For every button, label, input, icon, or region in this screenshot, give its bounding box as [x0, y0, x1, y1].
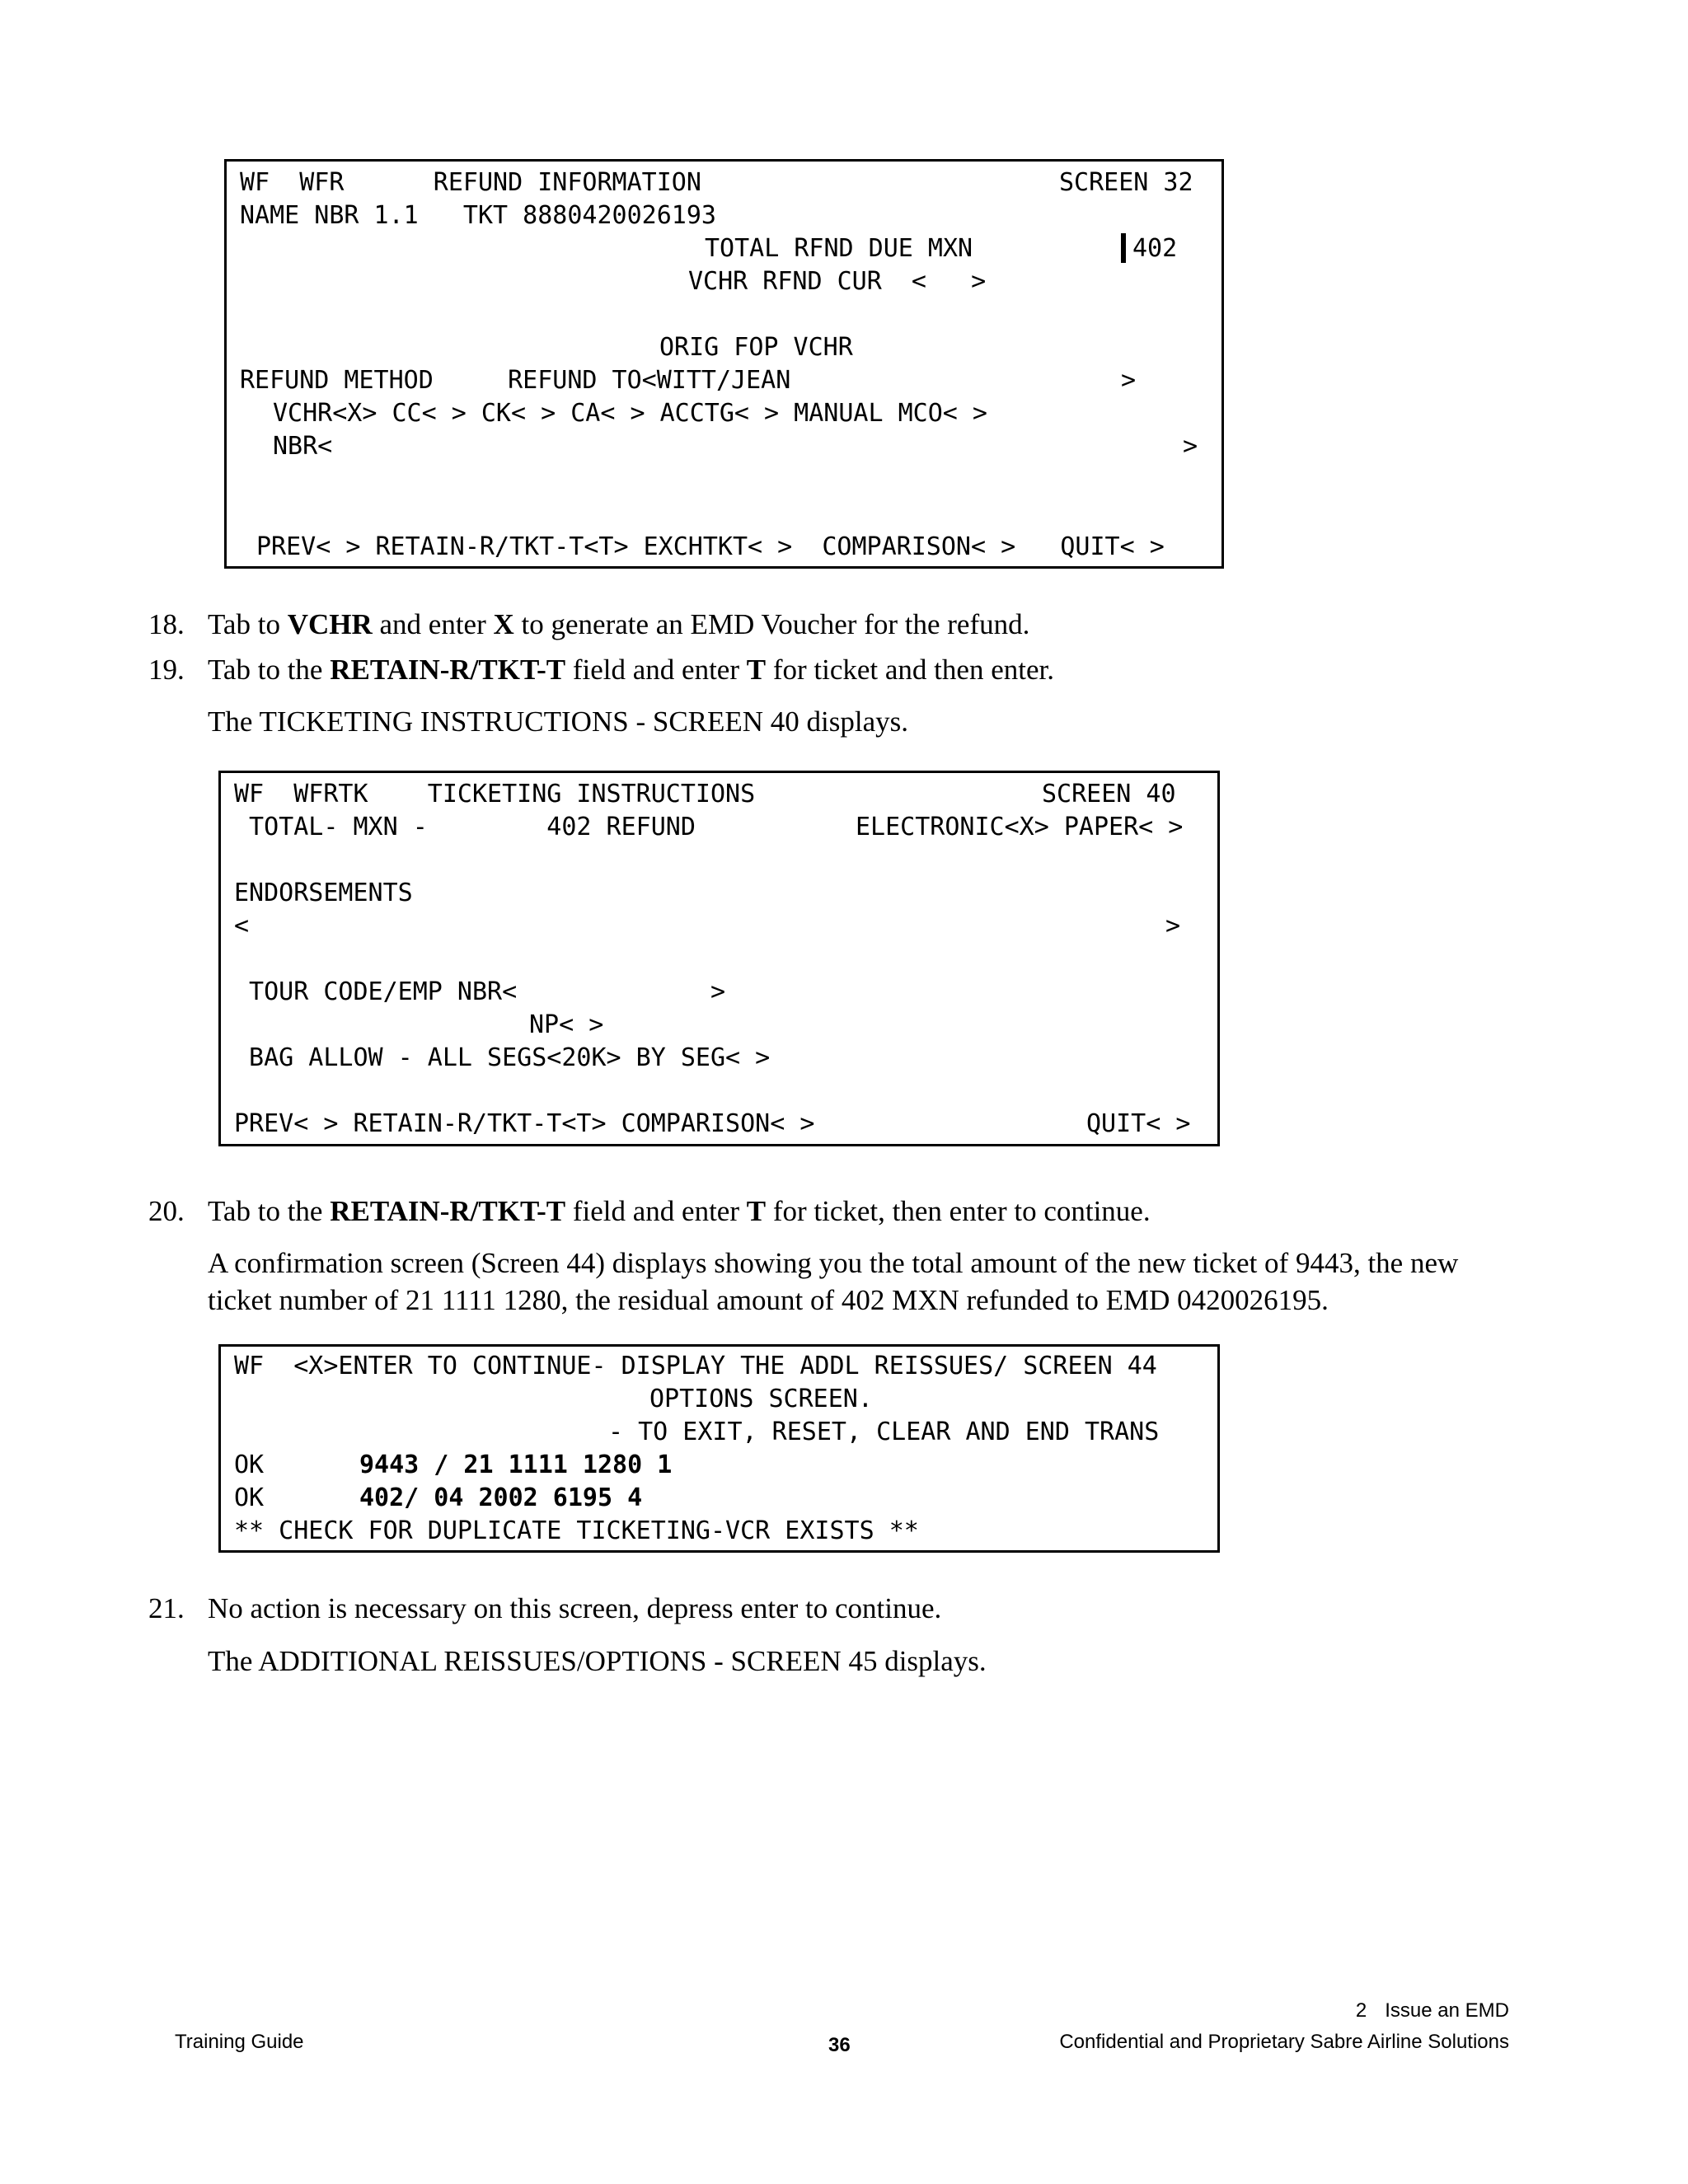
name-ticket-line: NAME NBR 1.1 TKT 8880420026193 [240, 201, 716, 230]
quit-field[interactable]: QUIT< > [1086, 1109, 1191, 1138]
refund-to-close: > [1121, 366, 1137, 395]
text-cursor [1121, 233, 1126, 263]
endorsements-field-close: > [1165, 912, 1181, 940]
screen-title: WF WFR REFUND INFORMATION [240, 168, 701, 197]
step-18-number: 18. [148, 608, 185, 640]
step-19-number: 19. [148, 654, 185, 686]
total-refund-label: TOTAL RFND DUE MXN [705, 234, 973, 263]
ok-label-2: OK [234, 1483, 265, 1512]
step-20-text: Tab to the RETAIN-R/TKT-T field and enter T for ticket, then enter to continue. [208, 1195, 1151, 1227]
step-20-note-line2: ticket number of 21 1111 1280, the residual amount of 402 MXN refunded to EMD 0420026195. [208, 1284, 1329, 1316]
orig-fop-label: ORIG FOP VCHR [659, 333, 853, 362]
bag-allowance-field[interactable]: BAG ALLOW - ALL SEGS<20K> BY SEG< > [234, 1043, 771, 1072]
ok-label-1: OK [234, 1451, 265, 1479]
endorsements-label: ENDORSEMENTS [234, 879, 413, 907]
screen-number: SCREEN 40 [1042, 780, 1176, 808]
screen-40-ticketing-instructions [218, 771, 1220, 1146]
total-refund-field[interactable]: 402 [1121, 232, 1177, 265]
tour-code-field[interactable]: TOUR CODE/EMP NBR< > [234, 977, 726, 1006]
number-field-close: > [1183, 432, 1198, 461]
number-field[interactable]: NBR< [273, 432, 333, 461]
ticket-type-options[interactable]: ELECTRONIC<X> PAPER< > [856, 813, 1184, 841]
footer-doc-title: Training Guide [175, 2031, 304, 2053]
step-21-number: 21. [148, 1592, 185, 1624]
total-refund-line: TOTAL- MXN - 402 REFUND [234, 813, 696, 841]
np-field[interactable]: NP< > [529, 1010, 604, 1039]
step-19-note: The TICKETING INSTRUCTIONS - SCREEN 40 displays. [208, 705, 909, 738]
screen-number: SCREEN 32 [1059, 168, 1193, 197]
step-21-text: No action is necessary on this screen, depress enter to continue. [208, 1592, 942, 1624]
step-20-note-line1: A confirmation screen (Screen 44) displays showing you the total amount of the new ticket of 9443, the new [208, 1247, 1459, 1279]
step-19-text: Tab to the RETAIN-R/TKT-T field and enter T for ticket and then enter. [208, 654, 1054, 686]
step-20-number: 20. [148, 1195, 185, 1227]
page-number: 36 [828, 2034, 851, 2056]
confirmation-header[interactable]: WF <X>ENTER TO CONTINUE- DISPLAY THE ADDL REISSUES/ SCREEN 44 [234, 1352, 1157, 1380]
step-21-note: The ADDITIONAL REISSUES/OPTIONS - SCREEN 45 displays. [208, 1645, 987, 1677]
screen-44-confirmation [218, 1344, 1220, 1553]
refund-method-options[interactable]: VCHR<X> CC< > CK< > CA< > ACCTG< > MANUAL MCO< > [273, 399, 987, 428]
footer-chapter: 2 Issue an EMD [1355, 1999, 1509, 2022]
step-18-text: Tab to VCHR and enter X to generate an EMD Voucher for the refund. [208, 608, 1030, 640]
screen-title: WF WFRTK TICKETING INSTRUCTIONS [234, 780, 756, 808]
screen40-nav-options[interactable]: PREV< > RETAIN-R/TKT-T<T> COMPARISON< > [234, 1109, 815, 1138]
endorsements-field[interactable]: < [234, 912, 250, 940]
exit-instructions: - TO EXIT, RESET, CLEAR AND END TRANS [608, 1418, 1160, 1446]
options-screen-label: OPTIONS SCREEN. [649, 1385, 873, 1413]
screen-32-refund-information [224, 159, 1224, 569]
new-ticket-number: 9443 / 21 1111 1280 1 [359, 1451, 673, 1479]
footer-confidential: Confidential and Proprietary Sabre Airline Solutions [1059, 2031, 1509, 2053]
voucher-refund-currency-field[interactable]: VCHR RFND CUR < > [688, 267, 987, 296]
duplicate-warning: ** CHECK FOR DUPLICATE TICKETING-VCR EXISTS ** [234, 1516, 919, 1545]
emd-refund-number: 402/ 04 2002 6195 4 [359, 1483, 643, 1512]
screen32-nav-options[interactable]: PREV< > RETAIN-R/TKT-T<T> EXCHTKT< > COMPARISON< > QUIT< > [256, 532, 1165, 561]
refund-method-line[interactable]: REFUND METHOD REFUND TO<WITT/JEAN [240, 366, 791, 395]
